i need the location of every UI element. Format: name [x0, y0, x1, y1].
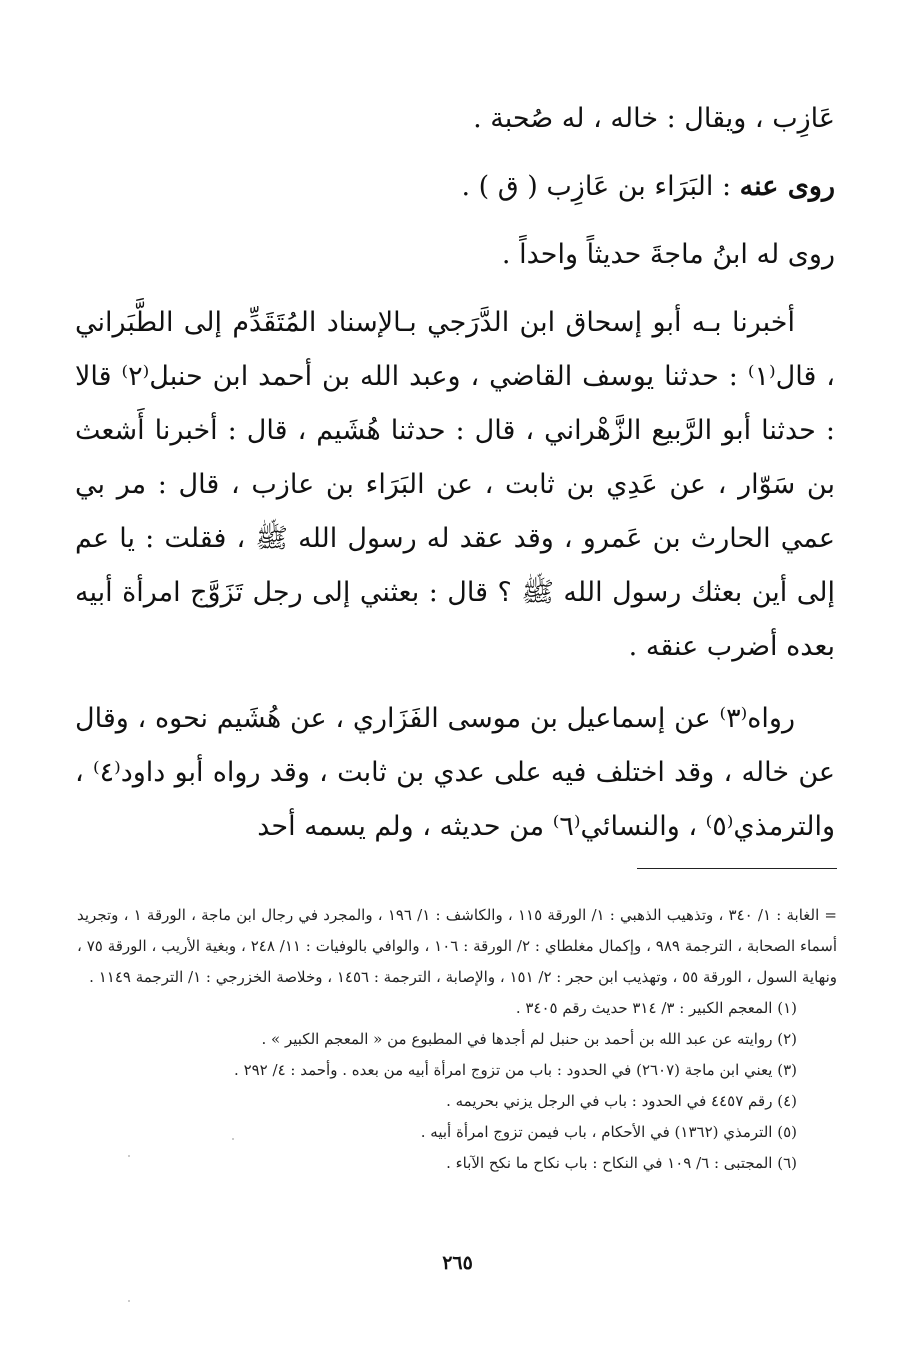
takhrij-paragraph: رواه⁽٣⁾ عن إسماعيل بن موسى الفَزَاري ، عن هُشَيم نحوه ، وقال عن خاله ، وقد اختلف فيه على عدي بن ثابت ، وقد رواه أبو داود⁽٤⁾ ، والترمذي⁽٥⁾ ، والنسائي⁽٦⁾ من حديثه ، ولم يسمه أحد	[75, 703, 835, 842]
footnote-divider	[637, 868, 837, 869]
scan-speck	[128, 1155, 130, 1157]
narrators-label: روى عنه	[739, 171, 835, 202]
footnote-4: (٤) رقم ٤٤٥٧ في الحدود : باب في الرجل يزني بحريمه .	[446, 1092, 797, 1110]
hadith-count-line: روى له ابنُ ماجةَ حديثاً واحداً .	[501, 239, 835, 270]
hadith-paragraph: أخبرنا بـه أبو إسحاق ابن الدَّرَجي بـالإسناد المُتَقَدِّم إلى الطَّبَراني ، قال⁽١⁾ : حدثنا يوسف القاضي ، وعبد الله بن أحمد ابن حنبل⁽٢⁾ قالا : حدثنا أبو الرَّبيع الزَّهْراني ، قال : حدثنا هُشَيم ، قال : أخبرنا أَشعث بن سَوّار ، عن عَدِي بن ثابت ، عن البَرَاء بن عازب ، قال : مر بي عمي الحارث بن عَمرو ، وقد عقد له رسول الله ﷺ ، فقلت : يا عم إلى أين بعثك رسول الله ﷺ ؟ قال : بعثني إلى رجل تَزَوَّج امرأة أبيه بعده أضرب عنقه .	[75, 307, 835, 662]
footnote-6: (٦) المجتبى : ٦/ ١٠٩ في النكاح : باب نكاح ما نكح الآباء .	[446, 1154, 797, 1172]
footnote-2: (٢) روايته عن عبد الله بن أحمد بن حنبل لم أجدها في المطبوع من « المعجم الكبير » .	[261, 1030, 797, 1048]
footnote-5: (٥) الترمذي (١٣٦٢) في الأحكام ، باب فيمن تزوج امرأة أبيه .	[420, 1123, 797, 1141]
narrators-line	[75, 160, 835, 214]
footnotes	[77, 900, 837, 1179]
footnote-3: (٣) يعني ابن ماجة (٢٦٠٧) في الحدود : باب من تزوج امرأة أبيه من بعده . وأحمد : ٤/ ٢٩٢ .	[234, 1061, 797, 1079]
footnote-continuation: = الغابة : ١/ ٣٤٠ ، وتذهيب الذهبي : ١/ الورقة ١١٥ ، والكاشف : ١/ ١٩٦ ، والمجرد في رجال ابن ماجة ، الورقة ١ ، وتجريد أسماء الصحابة ، الترجمة ٩٨٩ ، وإكمال مغلطاي : ٢/ الورقة : ١٠٦ ، والوافي بالوفيات : ١١/ ٢٤٨ ، وبغية الأريب ، الورقة ٧٥ ، ونهاية السول ، الورقة ٥٥ ، وتهذيب ابن حجر : ٢/ ١٥١ ، والإصابة ، الترجمة : ١٤٥٦ ، وخلاصة الخزرجي : ١/ الترجمة ١١٤٩ .	[77, 906, 838, 986]
main-text	[75, 92, 835, 872]
page-number: ٢٦٥	[442, 1252, 473, 1274]
opening-line: عَازِب ، ويقال : خاله ، له صُحبة .	[473, 103, 835, 134]
scan-speck	[232, 1138, 234, 1140]
footnote-1: (١) المعجم الكبير : ٣/ ٣١٤ حديث رقم ٣٤٠٥ .	[515, 999, 797, 1017]
narrators-value: : البَرَاء بن عَازِب ( ق ) .	[461, 171, 732, 202]
scan-speck	[128, 1300, 130, 1302]
